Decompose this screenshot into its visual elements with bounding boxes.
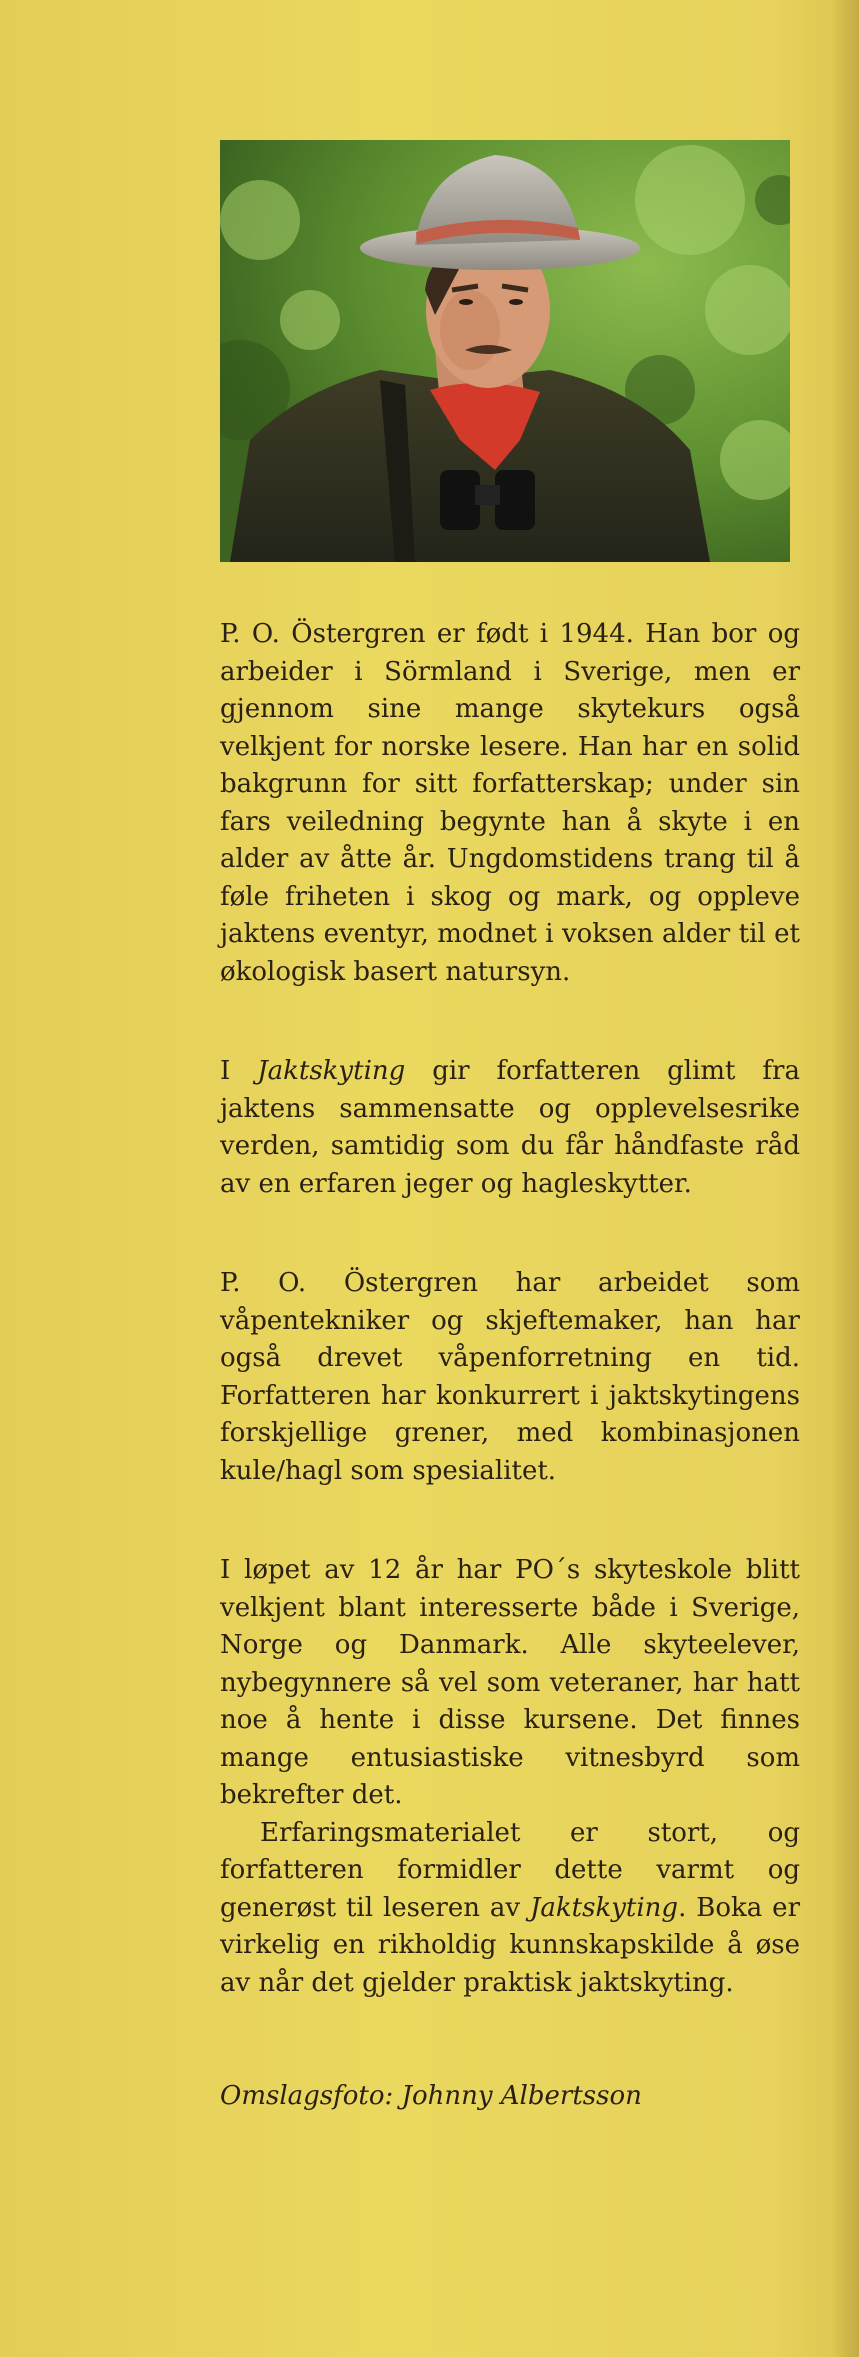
- author-portrait-image: [220, 140, 790, 562]
- book-title: Jaktskyting: [529, 1892, 679, 1923]
- bio-paragraph-2-rest: gir forfatteren glimt fra jaktens sammensatte og opplevelsesrike verden, samtidig som du får håndfaste råd av en erfaren jeger og hagleskytter.: [220, 1056, 800, 1199]
- author-portrait-photo: [220, 140, 790, 562]
- bio-paragraph-5-prefix: Erfaringsmaterialet er stort, og forfatteren formidler dette varmt og generøst til leseren av: [220, 1817, 800, 1923]
- bio-paragraph-2-prefix: I: [220, 1056, 258, 1086]
- back-cover-text: [220, 616, 800, 2116]
- bio-paragraph-2: [220, 1053, 800, 1203]
- bio-paragraph-1: P. O. Östergren er født i 1944. Han bor og arbeider i Sörmland i Sverige, men er gjennom sine mange skytekurs også velkjent for norske lesere. Han har en solid bakgrunn for sitt forfatterskap; under sin fars veiledning begynte han å skyte i en alder av åtte år. Ungdomstidens trang til å føle friheten i skog og mark, og oppleve jaktens eventyr, modnet i voksen alder til et økologisk basert natursyn.: [220, 619, 800, 987]
- photo-credit: Omslagsfoto: Johnny Albertsson: [220, 2081, 642, 2111]
- bio-paragraph-3: P. O. Östergren har arbeidet som våpentekniker og skjeftemaker, han har også drevet våpenforretning en tid. Forfatteren har konkurrert i jaktskytingens forskjellige grener, med kombinasjonen kule/hagl som spesialitet.: [220, 1268, 800, 1486]
- page-edge-shadow: [831, 0, 859, 2357]
- bio-paragraph-4: I løpet av 12 år har PO´s skyteskole blitt velkjent blant interesserte både i Sverige, Norge og Danmark. Alle skyteelever, nybegynnere så vel som veteraner, har hatt noe å hente i disse kursene. Det finnes mange entusiastiske vitnesbyrd som bekrefter det.: [220, 1555, 800, 1810]
- book-title: Jaktskyting: [257, 1056, 406, 1086]
- bio-paragraph-5-rest: . Boka er virkelig en rikholdig kunnskapskilde å øse av når det gjelder praktisk jaktskyting.: [220, 1892, 800, 1998]
- bio-paragraph-5: [220, 1815, 800, 2003]
